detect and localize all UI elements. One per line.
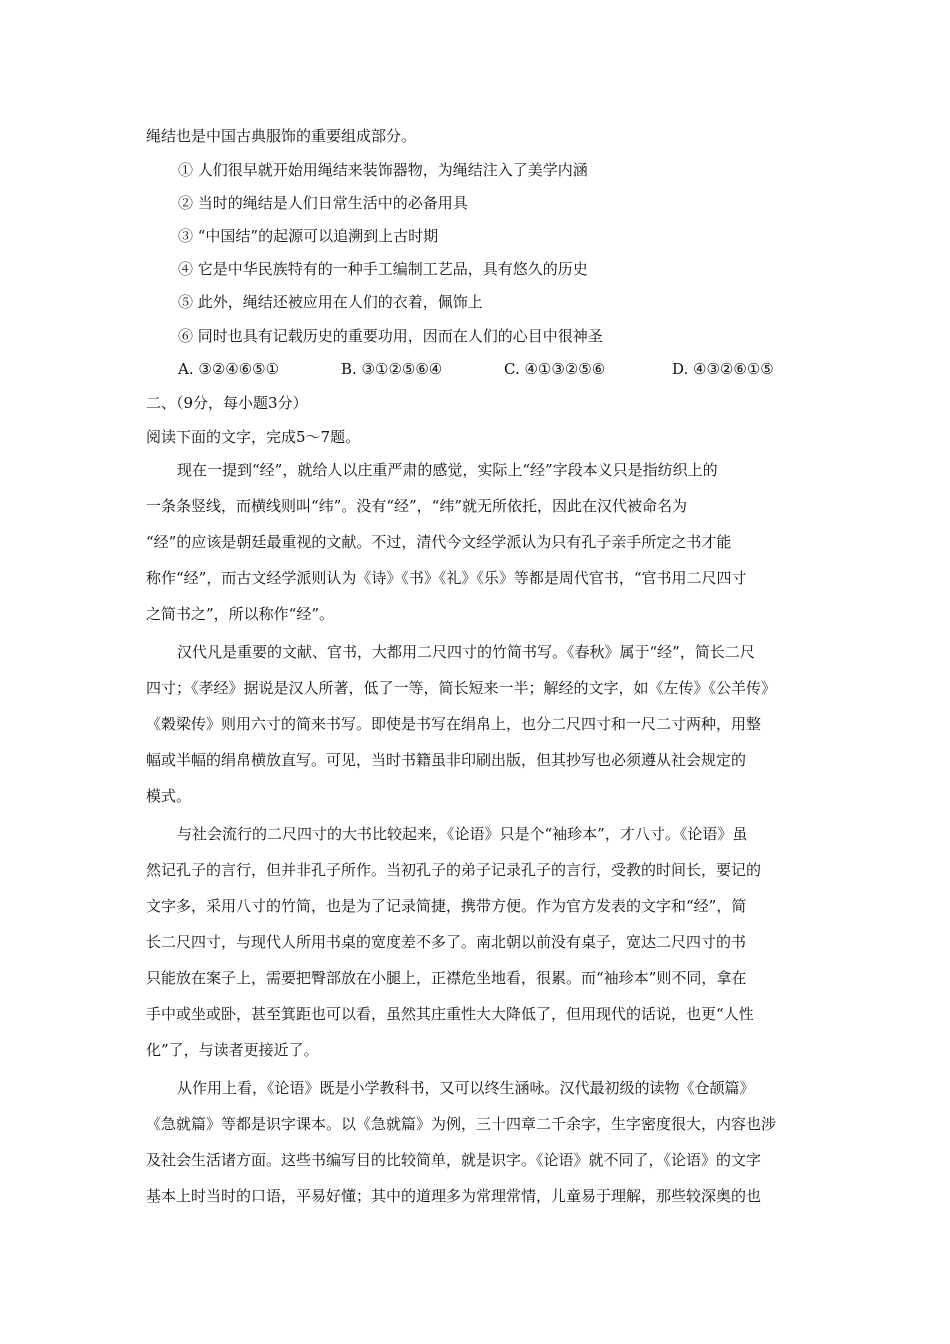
intro-line: 绳结也是中国古典服饰的重要组成部分。	[146, 127, 417, 145]
item-2: ② 当时的绳结是人们日常生活中的必备用具	[178, 194, 468, 212]
para-line: 只能放在案子上，需要把臀部放在小腿上，正襟危坐地看，很累。而“袖珍本”则不同，拿在	[146, 969, 747, 987]
item-5: ⑤ 此外，绳结还被应用在人们的衣着，佩饰上	[178, 293, 483, 311]
para-line: 《急就篇》等都是识字课本。以《急就篇》为例，三十四章二千余字，生字密度很大，内容也涉	[146, 1115, 777, 1133]
para-line: 一条条竖线，而横线则叫“纬”。没有“经”，“纬”就无所依托，因此在汉代被命名为	[146, 497, 688, 515]
para-line: 现在一提到“经”，就给人以庄重严肃的感觉，实际上“经”字段本义只是指纺织上的	[177, 461, 718, 479]
item-4: ④ 它是中华民族特有的一种手工编制工艺品，具有悠久的历史	[178, 260, 588, 278]
instruction: 阅读下面的文字，完成5～7题。	[146, 428, 361, 446]
option-d: D. ④③②⑥①⑤	[672, 360, 774, 378]
para-line: 及社会生活诸方面。这些书编写目的比较简单，就是识字。《论语》就不同了，《论语》的文字	[146, 1151, 762, 1169]
option-c: C. ④①③②⑤⑥	[504, 360, 606, 378]
answer-options	[178, 359, 798, 379]
item-6: ⑥ 同时也具有记载历史的重要功用，因而在人们的心目中很神圣	[178, 327, 603, 345]
para-line: 然记孔子的言行，但并非孔子所作。当初孔子的弟子记录孔子的言行，受教的时间长，要记的	[146, 861, 762, 879]
option-b: B. ③①②⑤⑥④	[341, 360, 443, 378]
para-line: 幅或半幅的绢帛横放直写。可见，当时书籍虽非印刷出版，但其抄写也必须遵从社会规定的	[146, 751, 747, 769]
item-3: ③ “中国结”的起源可以追溯到上古时期	[178, 227, 439, 245]
para-line: 汉代凡是重要的文献、官书，大都用二尺四寸的竹简书写。《春秋》属于“经”，简长二尺	[177, 643, 755, 661]
para-line: 文字多，采用八寸的竹简，也是为了记录简捷，携带方便。作为官方发表的文字和“经”，简	[146, 897, 747, 915]
para-line: 称作“经”，而古文经学派则认为《诗》《书》《礼》《乐》等都是周代官书，“官书用二尺四寸	[146, 569, 747, 587]
para-line: 之简书之”，所以称作“经”。	[146, 605, 335, 623]
option-a: A. ③②④⑥⑤①	[178, 360, 280, 378]
para-line: 手中或坐或卧，甚至箕距也可以看，虽然其庄重性大大降低了，但用现代的话说，也更“人性	[146, 1005, 754, 1023]
para-line: 化”了，与读者更接近了。	[146, 1041, 319, 1059]
para-line: 从作用上看，《论语》既是小学教科书，又可以终生涵咏。汉代最初级的读物《仓颉篇》	[177, 1079, 755, 1097]
para-line: 四寸；《孝经》据说是汉人所著，低了一等，简长短来一半；解经的文字，如《左传》《公羊传》	[146, 679, 777, 697]
para-line: 《穀梁传》则用六寸的简来书写。即使是书写在绢帛上，也分二尺四寸和一尺二寸两种，用整	[146, 715, 762, 733]
para-line: “经”的应该是朝廷最重视的文献。不过，清代今文经学派认为只有孔子亲手所定之书才能	[146, 533, 732, 551]
para-line: 长二尺四寸，与现代人所用书桌的宽度差不多了。南北朝以前没有桌子，宽达二尺四寸的书	[146, 933, 747, 951]
item-1: ① 人们很早就开始用绳结来装饰器物，为绳结注入了美学内涵	[178, 161, 588, 179]
para-line: 基本上时当时的口语，平易好懂；其中的道理多为常理常情，儿童易于理解，那些较深奥的也	[146, 1187, 762, 1205]
section-heading: 二、（9分，每小题3分）	[146, 394, 308, 412]
para-line: 模式。	[146, 787, 192, 805]
para-line: 与社会流行的二尺四寸的大书比较起来，《论语》只是个“袖珍本”，才八寸。《论语》虽	[177, 825, 748, 843]
